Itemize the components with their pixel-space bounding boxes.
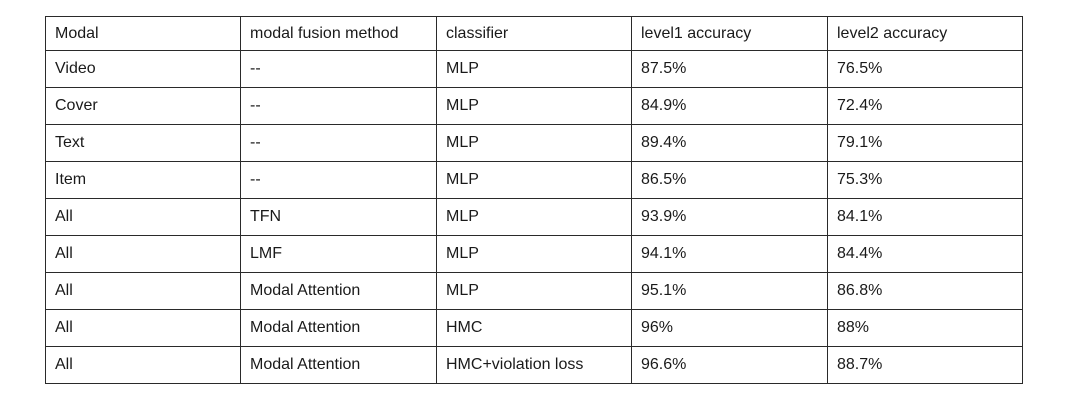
cell-classifier: MLP bbox=[437, 162, 632, 199]
table-row bbox=[46, 199, 1023, 236]
cell-modal: All bbox=[46, 199, 241, 236]
cell-fusion-method: -- bbox=[241, 51, 437, 88]
cell-level1-accuracy: 95.1% bbox=[632, 273, 828, 310]
table-row bbox=[46, 51, 1023, 88]
cell-modal: All bbox=[46, 310, 241, 347]
table-header bbox=[46, 17, 1023, 51]
cell-level2-accuracy: 86.8% bbox=[828, 273, 1023, 310]
table-row bbox=[46, 310, 1023, 347]
header-classifier: classifier bbox=[437, 17, 632, 51]
header-modal: Modal bbox=[46, 17, 241, 51]
table-row bbox=[46, 125, 1023, 162]
cell-level1-accuracy: 93.9% bbox=[632, 199, 828, 236]
table-body bbox=[46, 51, 1023, 384]
results-table bbox=[45, 16, 1023, 384]
table-row bbox=[46, 162, 1023, 199]
cell-classifier: MLP bbox=[437, 125, 632, 162]
cell-modal: Item bbox=[46, 162, 241, 199]
cell-level1-accuracy: 87.5% bbox=[632, 51, 828, 88]
cell-level1-accuracy: 96% bbox=[632, 310, 828, 347]
cell-level1-accuracy: 89.4% bbox=[632, 125, 828, 162]
cell-modal: All bbox=[46, 236, 241, 273]
header-level2-accuracy: level2 accuracy bbox=[828, 17, 1023, 51]
cell-level2-accuracy: 84.1% bbox=[828, 199, 1023, 236]
cell-fusion-method: -- bbox=[241, 162, 437, 199]
table-row bbox=[46, 236, 1023, 273]
cell-fusion-method: TFN bbox=[241, 199, 437, 236]
cell-fusion-method: -- bbox=[241, 88, 437, 125]
cell-classifier: HMC+violation loss bbox=[437, 347, 632, 384]
cell-fusion-method: -- bbox=[241, 125, 437, 162]
cell-level2-accuracy: 88.7% bbox=[828, 347, 1023, 384]
cell-level2-accuracy: 79.1% bbox=[828, 125, 1023, 162]
header-level1-accuracy: level1 accuracy bbox=[632, 17, 828, 51]
cell-level1-accuracy: 94.1% bbox=[632, 236, 828, 273]
cell-modal: Cover bbox=[46, 88, 241, 125]
cell-fusion-method: Modal Attention bbox=[241, 310, 437, 347]
table-row bbox=[46, 88, 1023, 125]
cell-modal: All bbox=[46, 273, 241, 310]
cell-modal: All bbox=[46, 347, 241, 384]
cell-level1-accuracy: 86.5% bbox=[632, 162, 828, 199]
cell-classifier: HMC bbox=[437, 310, 632, 347]
cell-level2-accuracy: 72.4% bbox=[828, 88, 1023, 125]
cell-level2-accuracy: 88% bbox=[828, 310, 1023, 347]
cell-level2-accuracy: 84.4% bbox=[828, 236, 1023, 273]
cell-fusion-method: Modal Attention bbox=[241, 273, 437, 310]
cell-level2-accuracy: 76.5% bbox=[828, 51, 1023, 88]
cell-modal: Video bbox=[46, 51, 241, 88]
cell-classifier: MLP bbox=[437, 51, 632, 88]
table-row bbox=[46, 273, 1023, 310]
cell-classifier: MLP bbox=[437, 88, 632, 125]
cell-level2-accuracy: 75.3% bbox=[828, 162, 1023, 199]
cell-classifier: MLP bbox=[437, 199, 632, 236]
cell-fusion-method: Modal Attention bbox=[241, 347, 437, 384]
cell-classifier: MLP bbox=[437, 236, 632, 273]
cell-level1-accuracy: 96.6% bbox=[632, 347, 828, 384]
cell-classifier: MLP bbox=[437, 273, 632, 310]
cell-level1-accuracy: 84.9% bbox=[632, 88, 828, 125]
header-row bbox=[46, 17, 1023, 51]
header-fusion-method: modal fusion method bbox=[241, 17, 437, 51]
cell-modal: Text bbox=[46, 125, 241, 162]
cell-fusion-method: LMF bbox=[241, 236, 437, 273]
table-row bbox=[46, 347, 1023, 384]
